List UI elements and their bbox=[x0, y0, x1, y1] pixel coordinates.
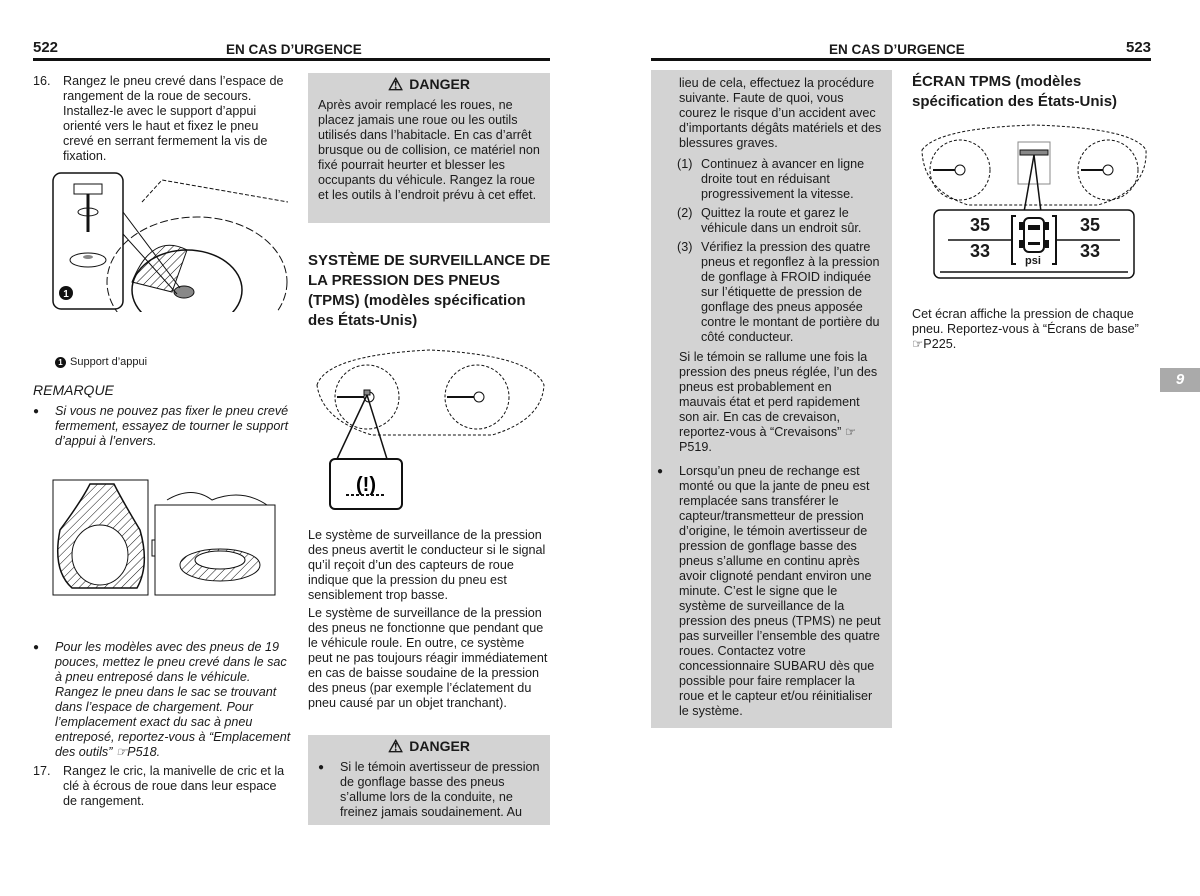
header-right: EN CAS D’URGENCE bbox=[829, 42, 965, 57]
danger-title: ⚠ DANGER bbox=[388, 75, 470, 94]
pressure-front-right: 35 bbox=[1080, 215, 1101, 235]
svg-text:(!): (!) bbox=[356, 474, 376, 496]
step-1: (1) Continuez à avancer en ligne droite tout en réduisant progressivement la vitesse. bbox=[677, 157, 865, 201]
tpms-display-illustration bbox=[918, 120, 1150, 285]
tpms-heading: SYSTÈME DE SURVEILLANCE DE LA PRESSION DES PNEUS (TPMS) (modèles spécification des États-Unis) bbox=[308, 252, 551, 329]
spare-tire-illustration bbox=[52, 172, 288, 312]
warning-triangle-icon: ⚠ bbox=[388, 737, 404, 756]
remarque-title: REMARQUE bbox=[33, 382, 114, 398]
warning-triangle-icon: ⚠ bbox=[388, 75, 404, 94]
chapter-tab[interactable]: 9 bbox=[1160, 368, 1200, 392]
spare-bullet: ● Lorsqu’un pneu de rechange est monté ou que la jante de pneu est remplacée sans transférer le capteur/transmetteur de pression d’origine, le témoin avertisseur de pression de gonflage basse des pneus s’allume en continu après avoir clignoté pendant environ une minute. C’est le signe que le système de surveillance de la pression des pneus (TPMS) ne peut pas surveiller l’ensemble des quatre roues. Contactez votre concessionnaire SUBARU dès que possible pour faire remplacer la roue et le capteur et/ou réinitialiser le système. bbox=[657, 464, 881, 718]
left-col-1 bbox=[33, 74, 291, 164]
page-number-left: 522 bbox=[33, 39, 59, 56]
header-rule-left bbox=[33, 58, 550, 61]
danger-box-2: ⚠ DANGER ● Si le témoin avertisseur de pression de gonflage basse des pneus s’allume lors de la conduite, ne freinez jamais soudainement. Au bbox=[308, 735, 550, 825]
tpms-paragraph-2: Le système de surveillance de la pression des pneus ne fonctionne que pendant que le véhicule roule. En outre, ce système peut ne pas toujours réagir immédiatement en cas de baisse soudaine de la pression des pneus (par exemple l’éclatement du pneu causé par un objet tranchant). bbox=[308, 606, 548, 710]
remarque-bullet: ● Si vous ne pouvez pas fixer le pneu crevé fermement, essayez de tourner le support d’appui à l’envers. bbox=[33, 404, 289, 448]
figure-caption: 1 Support d’appui bbox=[55, 355, 147, 370]
step-17: 17. Rangez le cric, la manivelle de cric et la clé à écrous de roue dans leur espace de rangement. bbox=[33, 764, 285, 808]
step-2: (2) Quittez la route et garez le véhicule dans un endroit sûr. bbox=[677, 206, 862, 235]
header-rule-right bbox=[651, 58, 1151, 61]
callout-1-icon: 1 bbox=[55, 357, 66, 368]
danger-title: ⚠ DANGER bbox=[388, 737, 470, 756]
pressure-front-left: 35 bbox=[970, 215, 991, 235]
step-3: (3) Vérifiez la pression des quatre pneus et regonflez à la pression de gonflage à FROID indiquée sur l’étiquette de pression de gonflage des pneus apposée contre le montant de portière du côté conducteur. bbox=[677, 240, 880, 344]
danger-box-1: ⚠ DANGER Après avoir remplacé les roues, ne placez jamais une roue ou les outils utilisés dans l’habitacle. En cas d’arrêt brusque ou de collision, ce matériel non fixé pourrait heurter et blesser les occupants du véhicule. Rangez la roue et les outils à l’endroit prévu à cet effet. bbox=[308, 73, 550, 223]
relight-text: Si le témoin se rallume une fois la pression des pneus réglée, l’un des pneus est probablement en mauvais état et perd rapidement son air. En cas de crevaison, reportez-vous à “Crevaisons” ☞P519. bbox=[679, 350, 878, 454]
header-left: EN CAS D’URGENCE bbox=[226, 42, 362, 57]
pressure-unit: psi bbox=[1025, 255, 1041, 267]
tpms-paragraph-1: Le système de surveillance de la pression des pneus avertit le conducteur si le signal qu’il reçoit d’un des capteurs de roue indique que la pression du pneu est sensiblement trop basse. bbox=[308, 528, 546, 602]
page-number-right: 523 bbox=[1126, 39, 1152, 56]
screen-text: Cet écran affiche la pression de chaque pneu. Reportez-vous à “Écrans de base” ☞P225. bbox=[912, 307, 1139, 351]
danger-box-continued: lieu de cela, effectuez la procédure suivante. Faute de quoi, vous courez le risque d’un accident avec d’importants dégâts matériels et des blessures graves. (1) Continuez à avancer en ligne droite tout en réduisant progressivement la vitesse. (2) Quittez la route et garez le véhicule dans un endroit sûr. (3) Vérifiez la pression des quatre pneus et regonflez à la pression de gonflage à FROID indiquée sur l’étiquette de pression de gonflage des pneus apposée contre le montant de portière du côté conducteur. Si le témoin se rallume une fois la pression des pneus réglée, l’un des pneus est probablement en mauvais état et perd rapidement son air. En cas de crevaison, reportez-vous à “Crevaisons” ☞P519. ● Lorsqu’un pneu de rechange est monté ou que la jante de pneu est remplacée sans transférer le capteur/transmetteur de pression d’origine, le témoin avertisseur de pression de gonflage basse des pneus s’allume en continu après avoir clignoté pendant environ une minute. C’est le signe que le système de surveillance de la pression des pneus (TPMS) ne peut pas surveiller l’ensemble des quatre roues. Contactez votre concessionnaire SUBARU dès que possible pour faire remplacer la roue et le capteur et/ou réinitialiser le système. bbox=[651, 70, 892, 728]
screen-heading: ÉCRAN TPMS (modèles spécification des États-Unis) bbox=[912, 73, 1118, 110]
tire-bag-illustration bbox=[52, 470, 288, 600]
step-16: 16. Rangez le pneu crevé dans l’espace de rangement de la roue de secours. Installez-le avec le support d’appui orienté vers le haut et fixez le pneu crevé en serrant fermement la vis de fixation. bbox=[33, 74, 284, 163]
tpms-warning-light-illustration bbox=[312, 345, 548, 515]
pressure-rear-right: 33 bbox=[1080, 241, 1101, 261]
svg-text:1: 1 bbox=[63, 289, 69, 300]
bullet-19-inch: ● Pour les modèles avec des pneus de 19 pouces, mettez le pneu crevé dans le sac à pneu entreposé dans le véhicule. Rangez le pneu dans le sac se trouvant dans l’espace de chargement. Pour l’emplacement exact du sac à pneu entreposé, reportez-vous à “Emplacement des outils” ☞P518. bbox=[33, 640, 291, 759]
pressure-rear-left: 33 bbox=[970, 241, 991, 261]
